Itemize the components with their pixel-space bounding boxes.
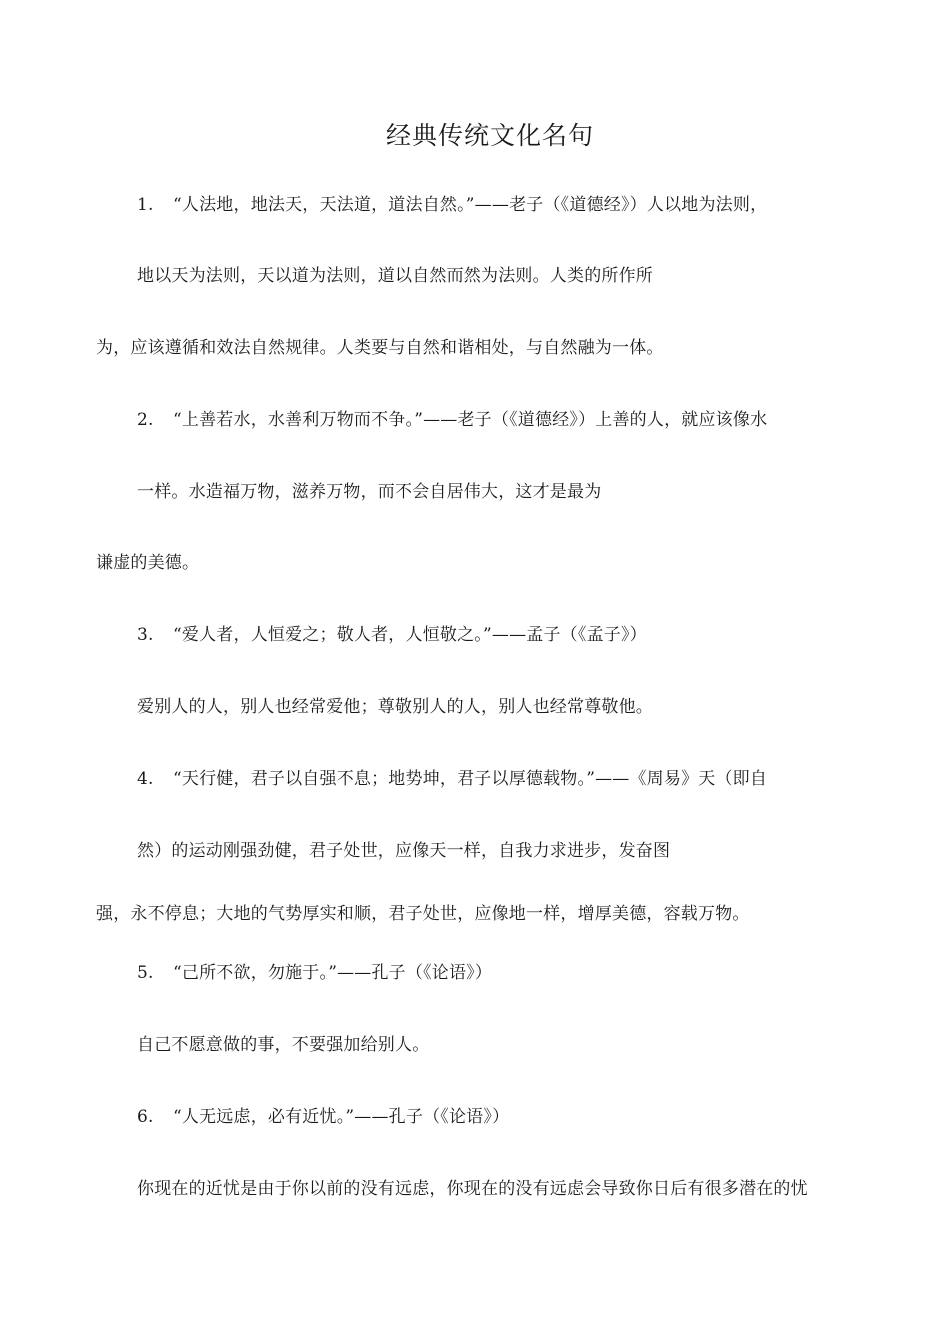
entry-2-quote: “上善若水，水善利万物而不争。”——老子（《道德经》）上善的人，就应该像水 xyxy=(173,410,768,430)
entry-4-explanation-line-2: 强，永不停息；大地的气势厚实和顺，君子处世，应像地一样，增厚美德，容载万物。 xyxy=(96,904,750,924)
entry-5-quote: “己所不欲，勿施于。”——孔子（《论语》） xyxy=(173,963,493,983)
entry-5-quote-line xyxy=(137,961,492,985)
entry-1-number: 1. xyxy=(137,195,154,215)
entry-4-explanation-line-1: 然）的运动刚强劲健，君子处世，应像天一样，自我力求进步，发奋图 xyxy=(137,841,671,861)
entry-2-quote-line xyxy=(137,408,767,432)
entry-6-quote: “人无远虑，必有近忧。”——孔子（《论语》） xyxy=(173,1107,510,1127)
entry-5-explanation-line-1: 自己不愿意做的事，不要强加给别人。 xyxy=(137,1035,430,1055)
entry-2-number: 2. xyxy=(137,410,154,430)
entry-5-number: 5. xyxy=(137,963,154,983)
entry-1-quote-line xyxy=(137,193,767,217)
entry-3-number: 3. xyxy=(137,625,154,645)
entry-6-explanation-line-1: 你现在的近忧是由于你以前的没有远虑，你现在的没有远虑会导致你日后有很多潜在的忧 xyxy=(137,1179,808,1199)
entry-4-quote-line xyxy=(137,767,767,791)
entry-4-quote: “天行健，君子以自强不息；地势坤，君子以厚德载物。”——《周易》天（即自 xyxy=(173,769,768,789)
entry-6-number: 6. xyxy=(137,1107,154,1127)
document-title: 经典传统文化名句 xyxy=(385,121,594,150)
entry-2-explanation-line-2: 谦虚的美德。 xyxy=(96,553,200,573)
entry-1-explanation-line-2: 为，应该遵循和效法自然规律。人类要与自然和谐相处，与自然融为一体。 xyxy=(96,338,664,358)
entry-4-number: 4. xyxy=(137,769,154,789)
entry-1-explanation-line-1: 地以天为法则，天以道为法则，道以自然而然为法则。人类的所作所 xyxy=(137,266,653,286)
entry-3-quote: “爱人者，人恒爱之；敬人者，人恒敬之。”——孟子（《孟子》） xyxy=(173,625,647,645)
entry-6-quote-line xyxy=(137,1105,509,1129)
entry-3-explanation-line-1: 爱别人的人，别人也经常爱他；尊敬别人的人，别人也经常尊敬他。 xyxy=(137,697,653,717)
entry-1-quote: “人法地，地法天，天法道，道法自然。”——老子（《道德经》）人以地为法则， xyxy=(173,195,768,215)
entry-2-explanation-line-1: 一样。水造福万物，滋养万物，而不会自居伟大，这才是最为 xyxy=(137,482,602,502)
entry-3-quote-line xyxy=(137,623,647,647)
